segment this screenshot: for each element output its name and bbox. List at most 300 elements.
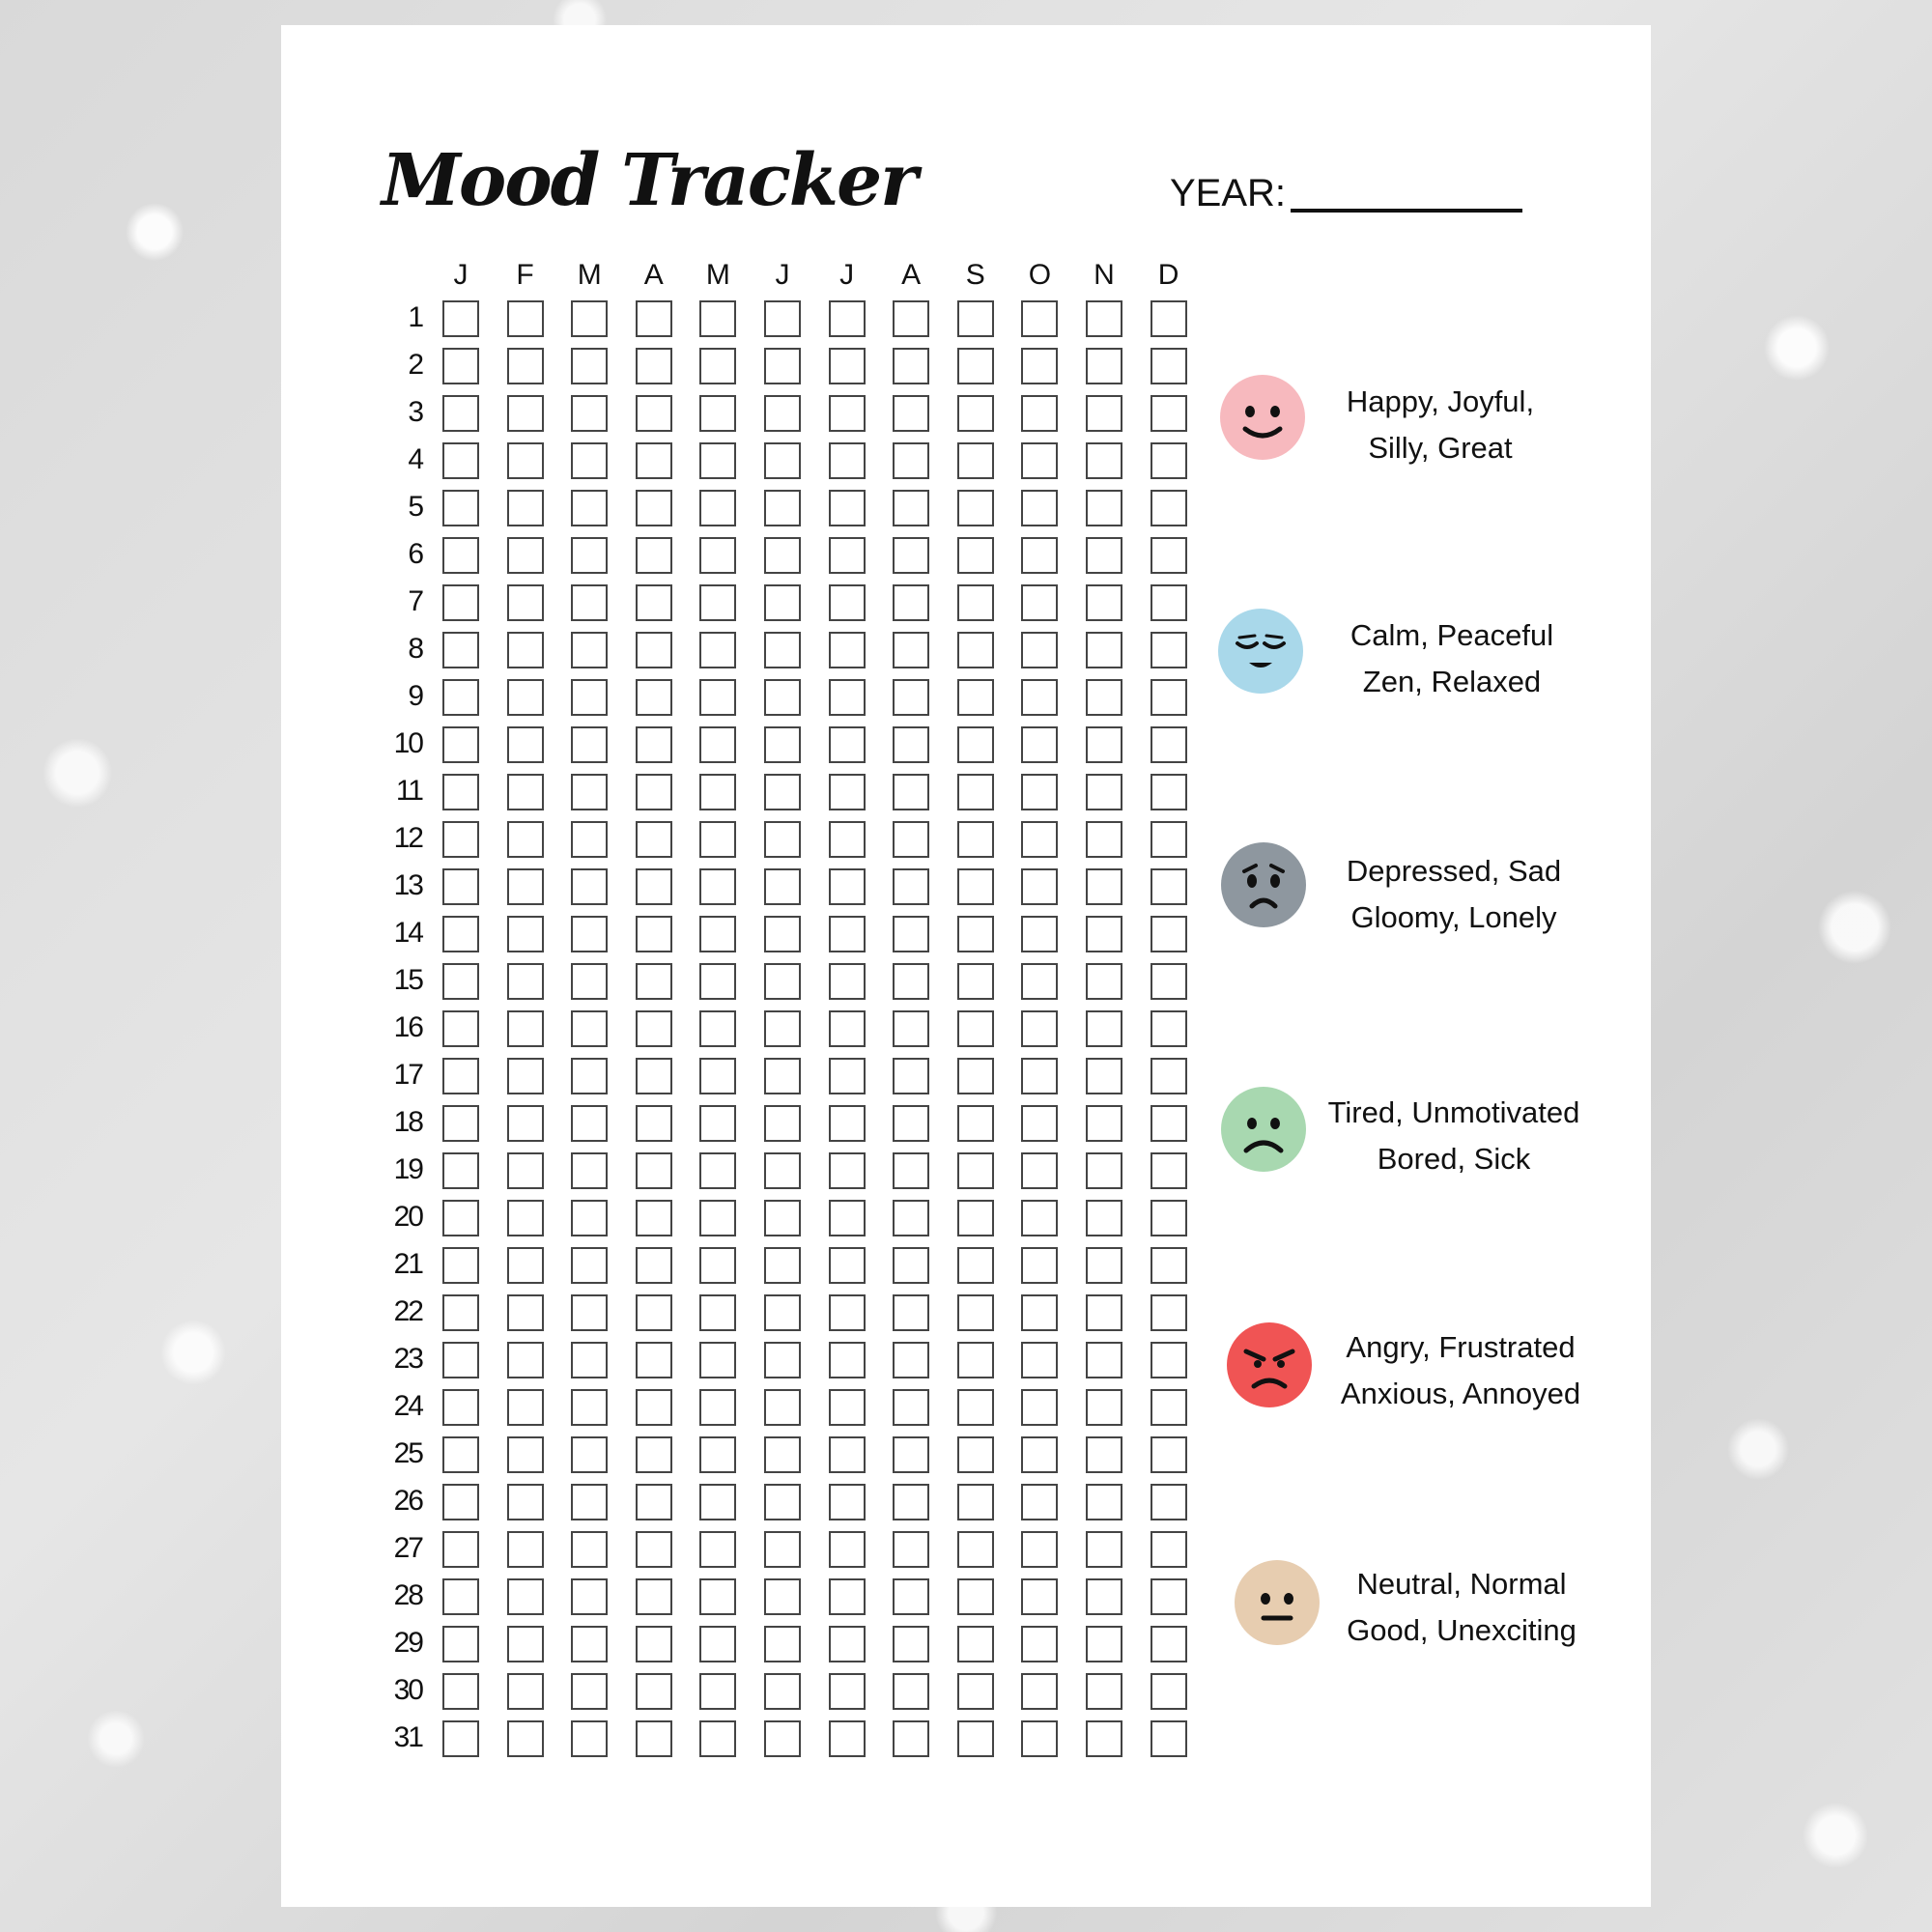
mood-cell[interactable] <box>829 679 866 716</box>
mood-cell[interactable] <box>507 774 544 810</box>
mood-cell[interactable] <box>1086 348 1122 384</box>
mood-cell[interactable] <box>442 1673 479 1710</box>
mood-cell[interactable] <box>957 584 994 621</box>
mood-cell[interactable] <box>699 868 736 905</box>
mood-cell[interactable] <box>1151 537 1187 574</box>
mood-cell[interactable] <box>829 1436 866 1473</box>
mood-cell[interactable] <box>1086 490 1122 526</box>
mood-cell[interactable] <box>1086 1152 1122 1189</box>
mood-cell[interactable] <box>507 1484 544 1520</box>
mood-cell[interactable] <box>829 1010 866 1047</box>
mood-cell[interactable] <box>507 1436 544 1473</box>
mood-cell[interactable] <box>636 1531 672 1568</box>
mood-cell[interactable] <box>957 1247 994 1284</box>
mood-cell[interactable] <box>699 584 736 621</box>
mood-cell[interactable] <box>571 1578 608 1615</box>
mood-cell[interactable] <box>507 963 544 1000</box>
mood-cell[interactable] <box>893 1626 929 1662</box>
mood-cell[interactable] <box>699 1578 736 1615</box>
mood-cell[interactable] <box>764 490 801 526</box>
mood-cell[interactable] <box>507 632 544 668</box>
mood-cell[interactable] <box>957 679 994 716</box>
mood-cell[interactable] <box>764 537 801 574</box>
mood-cell[interactable] <box>764 1058 801 1094</box>
mood-cell[interactable] <box>442 348 479 384</box>
mood-cell[interactable] <box>829 490 866 526</box>
mood-cell[interactable] <box>699 1720 736 1757</box>
mood-cell[interactable] <box>1151 679 1187 716</box>
mood-cell[interactable] <box>764 395 801 432</box>
mood-cell[interactable] <box>957 821 994 858</box>
mood-cell[interactable] <box>893 632 929 668</box>
mood-cell[interactable] <box>1151 1436 1187 1473</box>
mood-cell[interactable] <box>829 916 866 952</box>
mood-cell[interactable] <box>571 868 608 905</box>
mood-cell[interactable] <box>1151 868 1187 905</box>
mood-cell[interactable] <box>571 1720 608 1757</box>
mood-cell[interactable] <box>764 679 801 716</box>
mood-cell[interactable] <box>1021 868 1058 905</box>
mood-cell[interactable] <box>893 1247 929 1284</box>
mood-cell[interactable] <box>636 395 672 432</box>
mood-cell[interactable] <box>636 1436 672 1473</box>
mood-cell[interactable] <box>571 1200 608 1236</box>
mood-cell[interactable] <box>1151 821 1187 858</box>
mood-cell[interactable] <box>893 395 929 432</box>
mood-cell[interactable] <box>636 632 672 668</box>
mood-cell[interactable] <box>442 442 479 479</box>
mood-cell[interactable] <box>1021 1342 1058 1378</box>
mood-cell[interactable] <box>957 1484 994 1520</box>
mood-cell[interactable] <box>507 1105 544 1142</box>
mood-cell[interactable] <box>636 1389 672 1426</box>
mood-cell[interactable] <box>1021 1294 1058 1331</box>
mood-cell[interactable] <box>699 916 736 952</box>
mood-cell[interactable] <box>507 584 544 621</box>
mood-cell[interactable] <box>442 1010 479 1047</box>
mood-cell[interactable] <box>829 774 866 810</box>
mood-cell[interactable] <box>764 821 801 858</box>
mood-cell[interactable] <box>957 774 994 810</box>
mood-cell[interactable] <box>1151 1152 1187 1189</box>
mood-cell[interactable] <box>1151 490 1187 526</box>
mood-cell[interactable] <box>893 1578 929 1615</box>
mood-cell[interactable] <box>1086 1058 1122 1094</box>
mood-cell[interactable] <box>1151 1200 1187 1236</box>
mood-cell[interactable] <box>699 679 736 716</box>
mood-cell[interactable] <box>1086 1389 1122 1426</box>
mood-cell[interactable] <box>571 679 608 716</box>
mood-cell[interactable] <box>571 1152 608 1189</box>
mood-cell[interactable] <box>1086 821 1122 858</box>
year-input-line[interactable] <box>1291 209 1522 213</box>
mood-cell[interactable] <box>507 1058 544 1094</box>
mood-cell[interactable] <box>442 1152 479 1189</box>
mood-cell[interactable] <box>893 821 929 858</box>
mood-cell[interactable] <box>507 916 544 952</box>
mood-cell[interactable] <box>442 1058 479 1094</box>
mood-cell[interactable] <box>571 916 608 952</box>
mood-cell[interactable] <box>893 1294 929 1331</box>
mood-cell[interactable] <box>893 1673 929 1710</box>
mood-cell[interactable] <box>442 1436 479 1473</box>
mood-cell[interactable] <box>699 1389 736 1426</box>
mood-cell[interactable] <box>442 537 479 574</box>
mood-cell[interactable] <box>1086 1010 1122 1047</box>
mood-cell[interactable] <box>1086 726 1122 763</box>
mood-cell[interactable] <box>957 348 994 384</box>
mood-cell[interactable] <box>636 679 672 716</box>
mood-cell[interactable] <box>636 1294 672 1331</box>
mood-cell[interactable] <box>1086 916 1122 952</box>
mood-cell[interactable] <box>829 1294 866 1331</box>
mood-cell[interactable] <box>893 442 929 479</box>
mood-cell[interactable] <box>764 1294 801 1331</box>
mood-cell[interactable] <box>507 679 544 716</box>
mood-cell[interactable] <box>1086 1673 1122 1710</box>
mood-cell[interactable] <box>507 821 544 858</box>
mood-cell[interactable] <box>764 1673 801 1710</box>
mood-cell[interactable] <box>1021 679 1058 716</box>
mood-cell[interactable] <box>442 1294 479 1331</box>
mood-cell[interactable] <box>1021 1673 1058 1710</box>
mood-cell[interactable] <box>636 1247 672 1284</box>
mood-cell[interactable] <box>442 1484 479 1520</box>
mood-cell[interactable] <box>764 1200 801 1236</box>
mood-cell[interactable] <box>636 1152 672 1189</box>
mood-cell[interactable] <box>442 1389 479 1426</box>
mood-cell[interactable] <box>829 537 866 574</box>
mood-cell[interactable] <box>442 300 479 337</box>
mood-cell[interactable] <box>636 868 672 905</box>
mood-cell[interactable] <box>957 1673 994 1710</box>
mood-cell[interactable] <box>957 1531 994 1568</box>
mood-cell[interactable] <box>1151 1058 1187 1094</box>
mood-cell[interactable] <box>1086 1531 1122 1568</box>
mood-cell[interactable] <box>1151 1531 1187 1568</box>
mood-cell[interactable] <box>1086 1105 1122 1142</box>
mood-cell[interactable] <box>829 1152 866 1189</box>
mood-cell[interactable] <box>1021 774 1058 810</box>
mood-cell[interactable] <box>1021 395 1058 432</box>
mood-cell[interactable] <box>1021 348 1058 384</box>
mood-cell[interactable] <box>571 1294 608 1331</box>
mood-cell[interactable] <box>442 1720 479 1757</box>
mood-cell[interactable] <box>699 1105 736 1142</box>
mood-cell[interactable] <box>507 1673 544 1710</box>
mood-cell[interactable] <box>636 821 672 858</box>
mood-cell[interactable] <box>1086 395 1122 432</box>
mood-cell[interactable] <box>1086 442 1122 479</box>
mood-cell[interactable] <box>571 1105 608 1142</box>
mood-cell[interactable] <box>1021 490 1058 526</box>
mood-cell[interactable] <box>957 1152 994 1189</box>
mood-cell[interactable] <box>1021 1152 1058 1189</box>
mood-cell[interactable] <box>1151 348 1187 384</box>
mood-cell[interactable] <box>764 1010 801 1047</box>
mood-cell[interactable] <box>636 1673 672 1710</box>
mood-cell[interactable] <box>571 1673 608 1710</box>
mood-cell[interactable] <box>442 774 479 810</box>
mood-cell[interactable] <box>893 1342 929 1378</box>
mood-cell[interactable] <box>636 1105 672 1142</box>
mood-cell[interactable] <box>699 774 736 810</box>
mood-cell[interactable] <box>829 442 866 479</box>
mood-cell[interactable] <box>699 1531 736 1568</box>
mood-cell[interactable] <box>571 821 608 858</box>
mood-cell[interactable] <box>764 916 801 952</box>
mood-cell[interactable] <box>893 1200 929 1236</box>
mood-cell[interactable] <box>1151 584 1187 621</box>
mood-cell[interactable] <box>507 537 544 574</box>
mood-cell[interactable] <box>829 1578 866 1615</box>
mood-cell[interactable] <box>1151 963 1187 1000</box>
mood-cell[interactable] <box>829 1531 866 1568</box>
mood-cell[interactable] <box>764 1105 801 1142</box>
mood-cell[interactable] <box>571 300 608 337</box>
mood-cell[interactable] <box>829 1673 866 1710</box>
mood-cell[interactable] <box>1021 300 1058 337</box>
mood-cell[interactable] <box>699 1436 736 1473</box>
mood-cell[interactable] <box>764 726 801 763</box>
mood-cell[interactable] <box>699 1342 736 1378</box>
mood-cell[interactable] <box>1021 1626 1058 1662</box>
mood-cell[interactable] <box>893 1105 929 1142</box>
mood-cell[interactable] <box>957 1720 994 1757</box>
mood-cell[interactable] <box>764 1389 801 1426</box>
mood-cell[interactable] <box>636 584 672 621</box>
mood-cell[interactable] <box>1086 1294 1122 1331</box>
mood-cell[interactable] <box>699 1673 736 1710</box>
mood-cell[interactable] <box>699 442 736 479</box>
mood-cell[interactable] <box>442 726 479 763</box>
mood-cell[interactable] <box>893 963 929 1000</box>
mood-cell[interactable] <box>829 1389 866 1426</box>
mood-cell[interactable] <box>957 868 994 905</box>
mood-cell[interactable] <box>442 963 479 1000</box>
mood-cell[interactable] <box>1151 1484 1187 1520</box>
mood-cell[interactable] <box>1151 1247 1187 1284</box>
mood-cell[interactable] <box>764 1152 801 1189</box>
mood-cell[interactable] <box>957 1342 994 1378</box>
mood-cell[interactable] <box>507 348 544 384</box>
mood-cell[interactable] <box>1021 1200 1058 1236</box>
mood-cell[interactable] <box>957 395 994 432</box>
mood-cell[interactable] <box>571 1389 608 1426</box>
mood-cell[interactable] <box>442 679 479 716</box>
mood-cell[interactable] <box>571 537 608 574</box>
mood-cell[interactable] <box>957 1294 994 1331</box>
mood-cell[interactable] <box>507 1200 544 1236</box>
mood-cell[interactable] <box>1086 1342 1122 1378</box>
mood-cell[interactable] <box>571 726 608 763</box>
mood-cell[interactable] <box>507 1152 544 1189</box>
mood-cell[interactable] <box>571 395 608 432</box>
mood-cell[interactable] <box>829 726 866 763</box>
mood-cell[interactable] <box>957 963 994 1000</box>
mood-cell[interactable] <box>1086 774 1122 810</box>
mood-cell[interactable] <box>1021 632 1058 668</box>
mood-cell[interactable] <box>507 395 544 432</box>
mood-cell[interactable] <box>699 348 736 384</box>
mood-cell[interactable] <box>1151 1294 1187 1331</box>
mood-cell[interactable] <box>1086 537 1122 574</box>
mood-cell[interactable] <box>1151 442 1187 479</box>
mood-cell[interactable] <box>442 584 479 621</box>
mood-cell[interactable] <box>636 1578 672 1615</box>
mood-cell[interactable] <box>1086 868 1122 905</box>
mood-cell[interactable] <box>1021 584 1058 621</box>
mood-cell[interactable] <box>442 1200 479 1236</box>
mood-cell[interactable] <box>829 1484 866 1520</box>
mood-cell[interactable] <box>1151 300 1187 337</box>
mood-cell[interactable] <box>1021 1010 1058 1047</box>
mood-cell[interactable] <box>893 1720 929 1757</box>
mood-cell[interactable] <box>1086 1626 1122 1662</box>
mood-cell[interactable] <box>636 1342 672 1378</box>
mood-cell[interactable] <box>1086 1578 1122 1615</box>
mood-cell[interactable] <box>636 1058 672 1094</box>
mood-cell[interactable] <box>957 1578 994 1615</box>
mood-cell[interactable] <box>829 868 866 905</box>
mood-cell[interactable] <box>764 1531 801 1568</box>
mood-cell[interactable] <box>893 679 929 716</box>
mood-cell[interactable] <box>829 1200 866 1236</box>
mood-cell[interactable] <box>442 821 479 858</box>
mood-cell[interactable] <box>829 1105 866 1142</box>
mood-cell[interactable] <box>636 490 672 526</box>
mood-cell[interactable] <box>764 1247 801 1284</box>
mood-cell[interactable] <box>893 1531 929 1568</box>
mood-cell[interactable] <box>893 537 929 574</box>
mood-cell[interactable] <box>893 348 929 384</box>
mood-cell[interactable] <box>893 490 929 526</box>
mood-cell[interactable] <box>1021 1578 1058 1615</box>
mood-cell[interactable] <box>1086 1436 1122 1473</box>
mood-cell[interactable] <box>442 1531 479 1568</box>
mood-cell[interactable] <box>699 1058 736 1094</box>
mood-cell[interactable] <box>442 1105 479 1142</box>
mood-cell[interactable] <box>699 537 736 574</box>
mood-cell[interactable] <box>571 1058 608 1094</box>
mood-cell[interactable] <box>764 632 801 668</box>
mood-cell[interactable] <box>1021 1531 1058 1568</box>
mood-cell[interactable] <box>507 726 544 763</box>
mood-cell[interactable] <box>1021 726 1058 763</box>
mood-cell[interactable] <box>893 584 929 621</box>
mood-cell[interactable] <box>507 1578 544 1615</box>
mood-cell[interactable] <box>957 1436 994 1473</box>
mood-cell[interactable] <box>764 1578 801 1615</box>
mood-cell[interactable] <box>829 632 866 668</box>
mood-cell[interactable] <box>893 1152 929 1189</box>
mood-cell[interactable] <box>829 1626 866 1662</box>
mood-cell[interactable] <box>1021 1436 1058 1473</box>
mood-cell[interactable] <box>507 1626 544 1662</box>
mood-cell[interactable] <box>893 1010 929 1047</box>
mood-cell[interactable] <box>1151 1673 1187 1710</box>
mood-cell[interactable] <box>699 726 736 763</box>
mood-cell[interactable] <box>893 868 929 905</box>
mood-cell[interactable] <box>699 1626 736 1662</box>
mood-cell[interactable] <box>699 395 736 432</box>
mood-cell[interactable] <box>442 868 479 905</box>
mood-cell[interactable] <box>1086 1720 1122 1757</box>
mood-cell[interactable] <box>636 1484 672 1520</box>
mood-cell[interactable] <box>1021 1105 1058 1142</box>
mood-cell[interactable] <box>957 537 994 574</box>
mood-cell[interactable] <box>636 300 672 337</box>
mood-cell[interactable] <box>1021 1484 1058 1520</box>
mood-cell[interactable] <box>507 1720 544 1757</box>
mood-cell[interactable] <box>1086 963 1122 1000</box>
mood-cell[interactable] <box>957 1010 994 1047</box>
mood-cell[interactable] <box>829 1342 866 1378</box>
mood-cell[interactable] <box>571 1531 608 1568</box>
mood-cell[interactable] <box>764 442 801 479</box>
mood-cell[interactable] <box>442 1626 479 1662</box>
mood-cell[interactable] <box>636 963 672 1000</box>
mood-cell[interactable] <box>1021 537 1058 574</box>
mood-cell[interactable] <box>1151 1578 1187 1615</box>
mood-cell[interactable] <box>1151 1105 1187 1142</box>
mood-cell[interactable] <box>893 300 929 337</box>
mood-cell[interactable] <box>957 726 994 763</box>
mood-cell[interactable] <box>829 584 866 621</box>
mood-cell[interactable] <box>1086 584 1122 621</box>
mood-cell[interactable] <box>699 963 736 1000</box>
mood-cell[interactable] <box>571 963 608 1000</box>
mood-cell[interactable] <box>1151 395 1187 432</box>
mood-cell[interactable] <box>1021 1058 1058 1094</box>
mood-cell[interactable] <box>442 395 479 432</box>
mood-cell[interactable] <box>829 300 866 337</box>
mood-cell[interactable] <box>636 348 672 384</box>
mood-cell[interactable] <box>893 1484 929 1520</box>
mood-cell[interactable] <box>507 1247 544 1284</box>
mood-cell[interactable] <box>957 1058 994 1094</box>
mood-cell[interactable] <box>957 916 994 952</box>
mood-cell[interactable] <box>957 1105 994 1142</box>
mood-cell[interactable] <box>1151 726 1187 763</box>
mood-cell[interactable] <box>636 1626 672 1662</box>
mood-cell[interactable] <box>699 632 736 668</box>
mood-cell[interactable] <box>636 1200 672 1236</box>
mood-cell[interactable] <box>829 1058 866 1094</box>
mood-cell[interactable] <box>699 1294 736 1331</box>
mood-cell[interactable] <box>636 537 672 574</box>
mood-cell[interactable] <box>699 1247 736 1284</box>
mood-cell[interactable] <box>893 1389 929 1426</box>
mood-cell[interactable] <box>764 584 801 621</box>
mood-cell[interactable] <box>699 1152 736 1189</box>
mood-cell[interactable] <box>699 1484 736 1520</box>
mood-cell[interactable] <box>764 963 801 1000</box>
mood-cell[interactable] <box>1021 963 1058 1000</box>
mood-cell[interactable] <box>893 774 929 810</box>
mood-cell[interactable] <box>764 300 801 337</box>
mood-cell[interactable] <box>1086 300 1122 337</box>
mood-cell[interactable] <box>764 868 801 905</box>
mood-cell[interactable] <box>571 490 608 526</box>
mood-cell[interactable] <box>507 1531 544 1568</box>
mood-cell[interactable] <box>1151 1342 1187 1378</box>
mood-cell[interactable] <box>442 916 479 952</box>
mood-cell[interactable] <box>1021 442 1058 479</box>
mood-cell[interactable] <box>636 442 672 479</box>
mood-cell[interactable] <box>636 774 672 810</box>
mood-cell[interactable] <box>764 1342 801 1378</box>
